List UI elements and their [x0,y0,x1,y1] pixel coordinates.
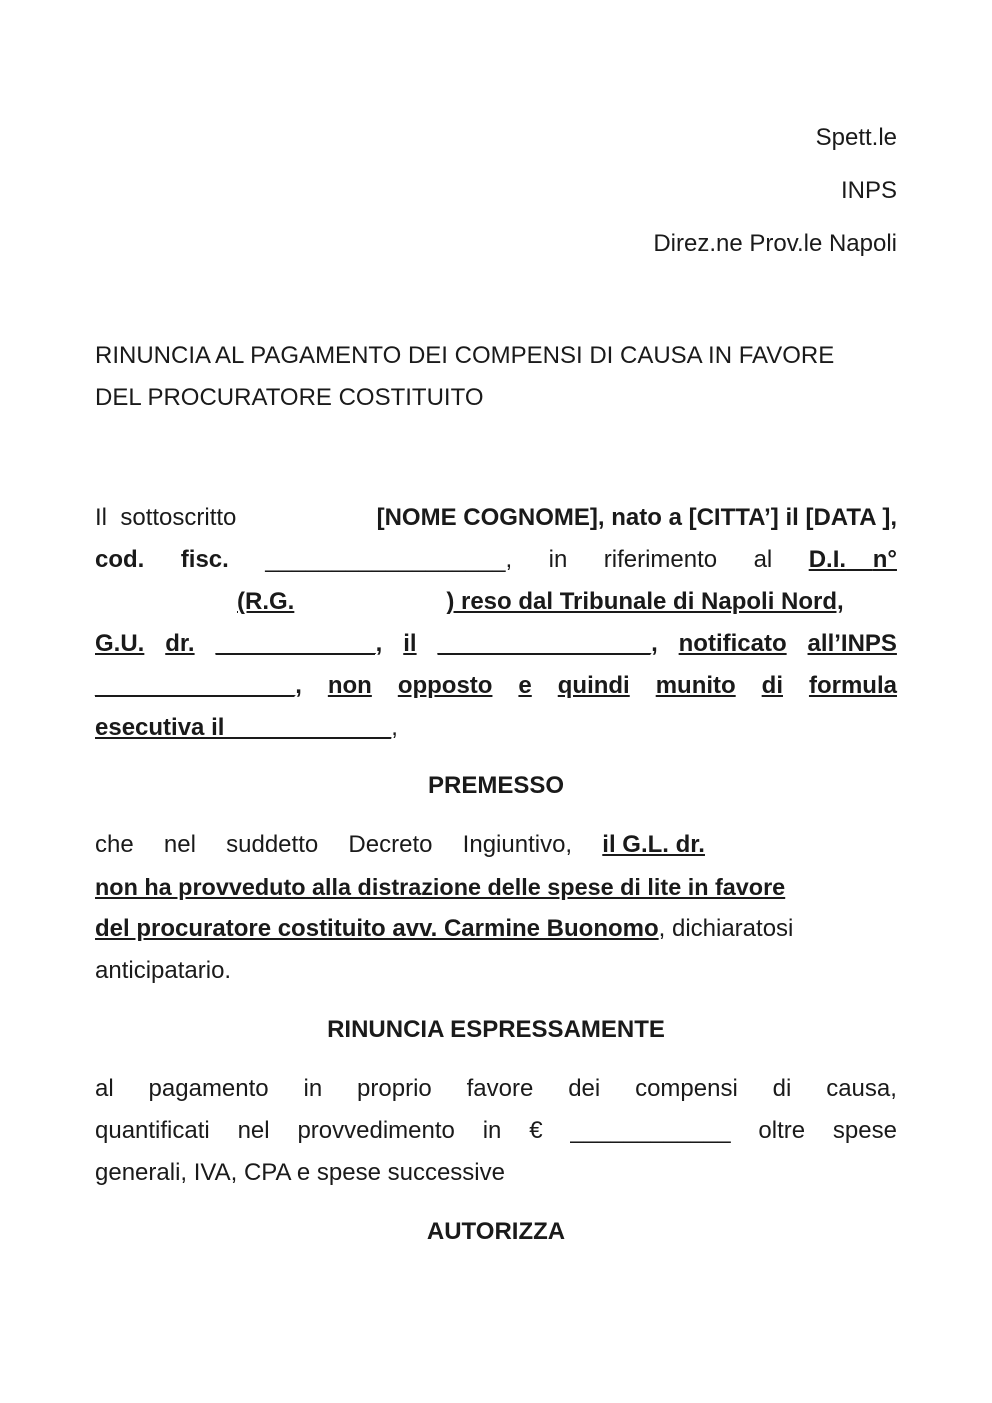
premesso-line-4: anticipatario. [95,957,232,984]
premesso-gl: il G.L. dr. [602,831,705,858]
rinuncia-line-1 [95,1075,897,1103]
rinuncia-word: compensi [635,1075,738,1102]
title-line-2: DEL PROCURATORE COSTITUITO [95,384,484,411]
rinuncia-word: spese [832,1117,897,1144]
addressee-line-1: Spett.le [815,124,897,151]
premesso-word: che [95,831,134,858]
addressee-line-3: Direz.ne Prov.le Napoli [653,230,897,257]
intro-word: quindi [557,672,630,699]
intro-word: all’INPS [807,630,897,657]
rinuncia-word: oltre [758,1117,806,1144]
premesso-word: Ingiuntivo, [462,831,573,858]
rinuncia-word: causa, [826,1075,897,1102]
intro-blank-fisc: __________________, [265,546,513,573]
intro-word: formula [808,672,897,699]
intro-esecutiva: esecutiva il ____________ [95,714,392,741]
premesso-line-2 [95,873,897,901]
premesso-line-3 [95,915,897,943]
intro-line-2 [95,546,897,574]
intro-word: non [327,672,372,699]
intro-line-1 [95,504,897,532]
premesso-line-3-text: del procuratore costituito avv. Carmine Buonomo, dichiaratosi [95,915,794,942]
rinuncia-heading: RINUNCIA ESPRESSAMENTE [327,1016,665,1043]
intro-blank-il: ________________, [437,630,658,657]
premesso-word: suddetto [226,831,319,858]
rinuncia-word: di [772,1075,792,1102]
intro-di-ref: D.I. n° [808,546,897,573]
premesso-heading: PREMESSO [427,772,565,799]
intro-word: opposto [397,672,493,699]
intro-word: in [548,546,568,573]
intro-blank-inps: _______________, [95,672,302,699]
rinuncia-word: provvedimento [297,1117,455,1144]
title-text-1: RINUNCIA AL PAGAMENTO DEI COMPENSI DI CAUSA IN FAVORE [95,342,835,369]
intro-line-5 [95,672,897,700]
intro-blank-dr: ____________, [215,630,383,657]
premesso-line-2-text: non ha provveduto alla distrazione delle spese di lite in favore [95,874,786,900]
intro-rg-block: (R.G. ) reso dal Tribunale di Napoli Nord, [237,588,844,615]
premesso-word: Decreto [348,831,433,858]
rinuncia-word: favore [466,1075,534,1102]
rinuncia-word: dei [568,1075,601,1102]
intro-word: riferimento [603,546,718,573]
rinuncia-word: proprio [357,1075,432,1102]
rinuncia-line-3: generali, IVA, CPA e spese successive [95,1159,505,1186]
premesso-word: nel [163,831,196,858]
intro-word: dr. [165,630,195,657]
rinuncia-euro-sign: € [529,1117,543,1144]
rinuncia-word: nel [237,1117,270,1144]
intro-word: al [753,546,773,573]
intro-line-4 [95,630,897,658]
addressee-line-2: INPS [840,177,897,204]
intro-name-block: [NOME COGNOME], nato a [CITTA’] il [DATA ], [376,504,897,531]
rinuncia-word: in [482,1117,502,1144]
intro-line-3 [95,588,897,616]
rinuncia-line-2 [95,1117,897,1145]
rinuncia-word: quantificati [95,1117,210,1144]
rinuncia-word: in [303,1075,323,1102]
intro-word: Il sottoscritto [95,504,237,531]
intro-word: munito [655,672,736,699]
intro-word: fisc. [180,546,229,573]
rinuncia-blank-euro: ____________ [570,1117,731,1144]
intro-word: G.U. [95,630,145,657]
intro-word: di [761,672,783,699]
autorizza-heading: AUTORIZZA [426,1218,566,1245]
rinuncia-word: al [95,1075,114,1102]
intro-comma: , [391,714,398,741]
premesso-line-1 [95,831,897,859]
intro-word: e [518,672,532,699]
title-line-1 [95,342,897,370]
intro-word: cod. [95,546,145,573]
intro-word: notificato [678,630,787,657]
intro-word: il [403,630,417,657]
rinuncia-word: pagamento [148,1075,269,1102]
intro-line-6 [95,714,398,742]
